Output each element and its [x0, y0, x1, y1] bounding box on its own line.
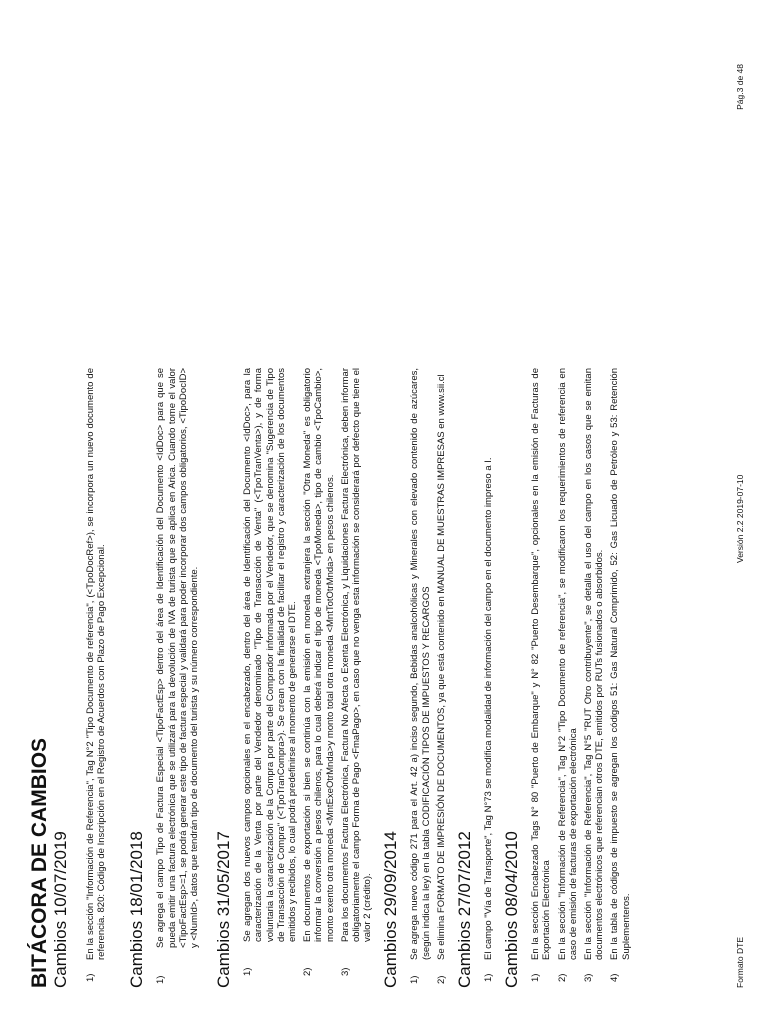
item-number: 2) — [556, 973, 568, 982]
document-content — [28, 368, 636, 988]
section-body — [155, 368, 200, 988]
item-number: 2) — [302, 967, 314, 976]
item-number: 1) — [483, 973, 495, 982]
item-text: El campo "Vía de Transporte", Tag N°73 se modifica modalidad de información del campo en el documento impreso a I. — [483, 457, 495, 960]
footer-version: Versión 2.2 2019-07-10 — [735, 474, 745, 563]
list-item — [340, 368, 374, 988]
section-body — [409, 368, 447, 988]
list-item — [483, 368, 494, 988]
item-text: Se agrega el campo Tipo de Factura Especial <TipoFactEsp> dentro del área de Identificación del Documento <IdDoc> para que se pueda emitir una factura electrónica que se utilizará para la devolución de IVA de turista que se aplica en Arica. Cuando tome el valor <TipoFactEsp>=1, se podrá generar este tipo de factura especial y validará para poder incorporar dos campos obligatorios, <TipoDocID> y <NumId>, datos que tendrán tipo de documento del turista y su número correspondiente. — [155, 368, 201, 948]
item-number: 3) — [583, 973, 595, 982]
item-text: En la tabla de códigos de impuesto se agregan los códigos 51: Gas Natural Comprimido, 52: Gas Licuado de Petróleo y 53: Retención Suplementeros. — [609, 368, 632, 960]
item-text: Para los documentos Factura Electrónica, Factura No Afecta o Exenta Electrónica, y Liquidaciones Factura Electrónica, deben informar obligatoriamente el campo Forma de Pago <FmaPago>, en caso que no venga esta información se considerará por defecto que tiene el valor 2 (crédito). — [339, 368, 374, 942]
section-heading: Cambios 27/07/2012 — [455, 831, 475, 988]
item-text: Se agrega nuevo código 271 para el Art. 42 a) inciso segundo, Bebidas analcohólicas y Minerales con elevado contenido de azúcares, (según indica la ley) en la tabla CODIFICACIÓN TIPOS DE IMPUESTOS Y RECARGOS — [409, 368, 432, 960]
item-text: En la sección Encabezado Tags N° 80 "Puerto de Embarque" y N° 82 "Puerto Desembarque", opcionales en la emisión de Facturas de Exportación Electrónica — [530, 368, 553, 960]
item-number: 2) — [435, 975, 447, 984]
item-number: 1) — [155, 975, 167, 984]
item-text: En documentos de exportación si bien se continúa con la emisión en moneda extranjera la sección "Otra Moneda" es obligatorio informar la conversión a pesos chilenos, para lo cual deberá indicar el tipo de moneda <TpoMoneda>, tipo de cambio <TpoCambio>, monto exento otra moneda <MntExeOtrMnda>y monto total otra moneda <MntTotOtrMnda> en pesos chilenos. — [302, 368, 336, 942]
section-body — [85, 368, 107, 988]
item-number: 4) — [609, 973, 621, 982]
list-item — [530, 368, 552, 988]
list-item — [302, 368, 336, 988]
document-title: BITÁCORA DE CAMBIOS — [28, 737, 51, 988]
item-number: 1) — [530, 973, 542, 982]
section-heading: Cambios 18/01/2018 — [127, 831, 147, 988]
section-heading: Cambios 08/04/2010 — [502, 831, 522, 988]
list-item — [242, 368, 298, 988]
item-text: Se elimina FORMATO DE IMPRESIÓN DE DOCUMENTOS, ya que está contenido en MANUAL DE MUESTRAS IMPRESAS en www.sii.cl — [435, 374, 447, 960]
section-body — [483, 368, 494, 988]
list-item — [436, 368, 447, 988]
section-heading: Cambios 31/05/2017 — [214, 831, 234, 988]
list-item — [409, 368, 431, 988]
section-body — [242, 368, 373, 988]
item-number: 1) — [409, 975, 421, 984]
item-text: En la sección "Información de Referencia", Tag N°2 "Tipo Documento de referencia", (<TpoDocRef>), se incorpora un nuevo documento de referencia. 820: Código de Inscripción en el Registro de Acuerdos con Plazo de Pago Excepcional. — [85, 368, 108, 960]
section-body — [530, 368, 632, 988]
item-number: 1) — [85, 973, 96, 982]
list-item — [85, 368, 107, 988]
list-item — [155, 368, 200, 988]
item-number: 3) — [339, 967, 351, 976]
section-heading: Cambios 29/09/2014 — [381, 831, 401, 988]
item-text: En la sección "Información de Referencia", Tag N°5 "RUT Otro contribuyente", se detalla el uso del campo en los casos que se emitan documentos electrónicos que referencian otros DTE, emitidos por RUTs fusionados o absorbidos. — [583, 368, 606, 960]
list-item — [583, 368, 605, 988]
section-heading: Cambios 10/07/2019 — [51, 831, 70, 988]
list-item — [609, 368, 631, 988]
footer-page-number: Pág.3 de 48 — [735, 64, 745, 110]
item-text: En la sección "Información de Referencia", Tag N°2 "Tipo Documento de referencia", se modificaron los requerimientos de referencia en caso de emisión de facturas de exportación electrónica — [556, 368, 579, 960]
list-item — [557, 368, 579, 988]
footer-doc-name: Formato DTE — [735, 936, 745, 988]
item-text: Se agregan dos nuevos campos opcionales en el encabezado, dentro del área de Identificación del Documento <IdDoc>, para la caracterización de la Venta por parte del Vendedor denominado "Tipo de Transacción de Venta" (<TpoTranVenta>), y de forma voluntaria la caracterización de la Compra por parte del Comprador informada por el Vendedor, que se denomina "Sugerencia de Tipo de Transacción de Compra" (<TpoTranCompra>). Se crean con la finalidad de facilitar el registro y caracterización de los documentos emitidos y recibidos, lo cual podrá predefinirse al momento de generarse el DTE. — [242, 368, 299, 942]
item-number: 1) — [242, 967, 254, 976]
